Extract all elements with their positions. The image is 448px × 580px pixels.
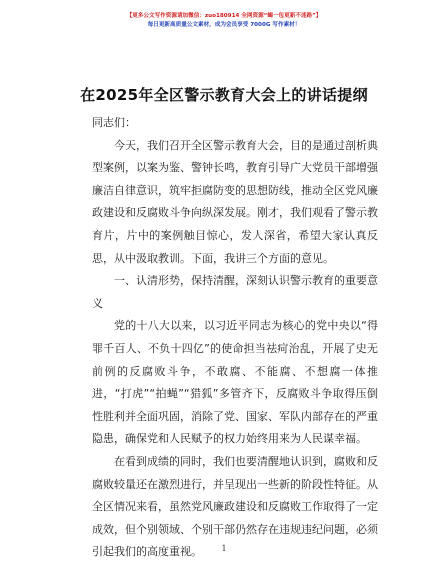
paragraph-challenges: 在看到成绩的同时，我们也要清醒地认识到，腐败和反腐败较量还在激烈进行，并呈现出一些新的阶段性特征。从全区情况来看，虽然党风廉政建设和反腐败工作取得了一定成效，但个别领域、个别干部仍然存在违规违纪问题，必须引起我们的高度重视。	[92, 454, 378, 559]
promo-banner	[0, 12, 448, 30]
paragraph-achievements: 党的十八大以来，以习近平同志为核心的党中央以“得罪千百人、不负十四亿”的使命担当祛疴治乱，开展了史无前例的反腐败斗争，不敢腐、不能腐、不想腐一体推进，“打虎”“拍蝇”“猎狐”多管齐下，反腐败斗争取得压倒性胜利并全面巩固，消除了党、国家、军队内部存在的严重隐患，确保党和人民赋予的权力始终用来为人民谋幸福。	[92, 319, 378, 446]
section-heading-1: 一、认清形势，保持清醒，深刻认识警示教育的重要意义	[92, 274, 378, 310]
page-number: 1	[221, 544, 227, 553]
promo-line-1: 【更多公文写作资源请加微信：zuo180914 全网资源“蝎一包更新不迷路”】	[126, 13, 322, 19]
document-title: 在2025年全区警示教育大会上的讲话提纲	[80, 86, 368, 104]
promo-line-2: 每日更新高质量公文素材，成为会员享受 7000G 写作素材！	[147, 22, 301, 28]
document-body	[92, 112, 378, 564]
salutation: 同志们：	[92, 116, 136, 129]
paragraph-intro: 今天，我们召开全区警示教育大会，目的是通过剖析典型案例，以案为鉴、警钟长鸣，教育引导广大党员干部增强廉洁自律意识，筑牢拒腐防变的思想防线，推动全区党风廉政建设和反腐败斗争向纵深发展。刚才，我们观看了警示教育片，片中的案例触目惊心，发人深省，希望大家认真反思，从中汲取教训。下面，我讲三个方面的意见。	[92, 138, 378, 265]
